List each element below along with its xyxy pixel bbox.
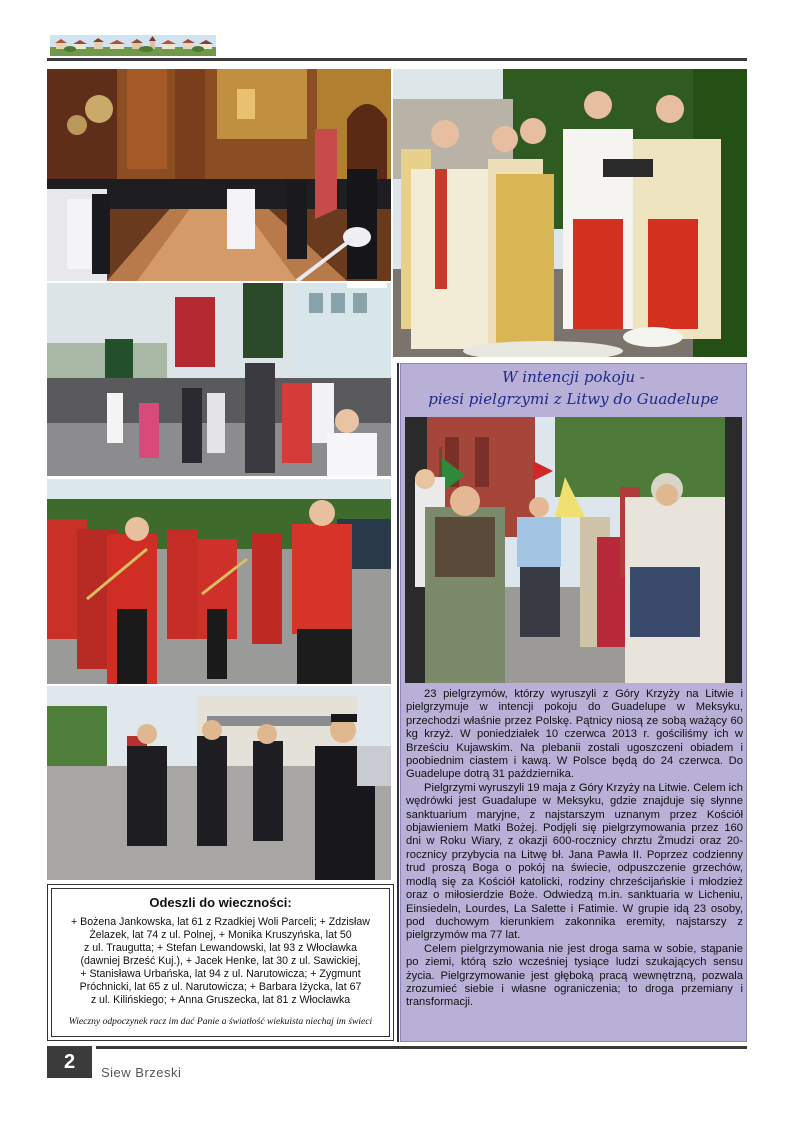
article-title-line: W intencji pokoju - — [502, 368, 645, 386]
obituary-line: Żelazek, lat 74 z ul. Polnej, + Monika Kruszyńska, lat 50 — [89, 929, 352, 941]
obituary-line: z ul. Kilińskiego; + Anna Gruszecka, lat 81 z Włocławka — [90, 994, 351, 1006]
obituary-line: + Stanisława Urbańska, lat 94 z ul. Narutowicza; + Zygmunt — [80, 968, 361, 980]
obituary-list — [55, 916, 386, 1007]
article-paragraph: 23 pielgrzymów, którzy wyruszyli z Góry Krzyży na Litwie i pielgrzymuje w intencji pokoju do Guadelupe w Meksyku, przechodzi właśnie przez Polskę. Pątnicy niosą ze sobą ważący 60 kg krzyż. W poniedziałek 10 czerwca 2013 r. gościliśmy ich w Brześciu Kujawskim. Na plebanii zostali ugoszczeni obiadem i poobiednim ciastem i kawą. W Polsce będą do 24 czerwca. Do Guadelupe dotrą 31 października. — [406, 688, 743, 781]
obituary-line: Próchnicki, lat 65 z ul. Narutowicza; + Barbara Iżycka, lat 67 — [79, 981, 362, 993]
obituary-prayer: Wieczny odpoczynek racz im dać Panie a światłość wiekuista niechaj im świeci — [68, 1016, 373, 1027]
obituary-line: (dawniej Brześć Kuj.), + Jacek Henke, lat 30 z ul. Sawickiej, — [80, 955, 361, 967]
magazine-name: Siew Brzeski — [101, 1065, 182, 1080]
bottom-rule — [96, 1046, 747, 1049]
article-separator — [397, 363, 399, 1042]
article-paragraph: Pielgrzymi wyruszyli 19 maja z Góry Krzyży na Litwie. Celem ich wędrówki jest Guadalupe w Meksyku, gdzie znajduje się słynne sanktuarium maryjne, z najstarszym uznanym przez Kościół objawieniem Matki Bożej. Podjęli się pielgrzymowania przez 160 dni w Roku Wiary, z okazji 600-rocznicy chrztu Żmudzi oraz 20-rocznicy przybycia na Litwę bł. Jana Pawła II. Poprzez codzienny trud proszą Boga o pokój na świecie, odpuszczenie grzechów, modlą się za Kościół katolicki, rodziny chrześcijańskie i młodzież oraz o miłosierdzie Boże. Odwiedzą m.in. sanktuaria w Licheniu, Einsiedeln, Lourdes, La Salette i Fatimie. W grupie idą 23 osoby, pod duchowym kierunkiem zakonnika eremity, najstarszy z pielgrzymów ma 77 lat. — [406, 781, 743, 942]
pilgrims-cross-photo — [405, 417, 742, 683]
article-paragraph: Celem pielgrzymowania nie jest droga sama w sobie, stąpanie po ziemi, którą szło wcześniej tysiące ludzi szukających sensu życia. Pielgrzymowanie jest głęboką pracą wewnętrzną, pozwala zrozumieć siebie i własne ograniczenia; to droga przemiany i transformacji. — [406, 942, 743, 1009]
page-number: 2 — [47, 1046, 92, 1078]
top-rule — [47, 58, 747, 61]
obituary-title: Odeszli do wieczności: — [149, 895, 292, 910]
priests-procession-photo — [393, 69, 747, 357]
firemen-march-photo — [47, 686, 391, 880]
article-title-line: piesi pielgrzymi z Litwy do Guadelupe — [428, 390, 719, 408]
header-banner — [50, 35, 216, 56]
article-title — [404, 366, 743, 410]
village-panorama-icon — [50, 35, 216, 56]
church-interior-photo — [47, 69, 391, 281]
marching-band-photo — [47, 479, 391, 684]
obituary-line: + Bożena Jankowska, lat 61 z Rzadkiej Woli Parceli; + Zdzisław — [71, 916, 370, 928]
obituary-line: z ul. Traugutta; + Stefan Lewandowski, lat 93 z Włocławka — [84, 942, 357, 954]
article-body — [406, 688, 743, 1010]
banner-procession-photo — [47, 283, 391, 476]
